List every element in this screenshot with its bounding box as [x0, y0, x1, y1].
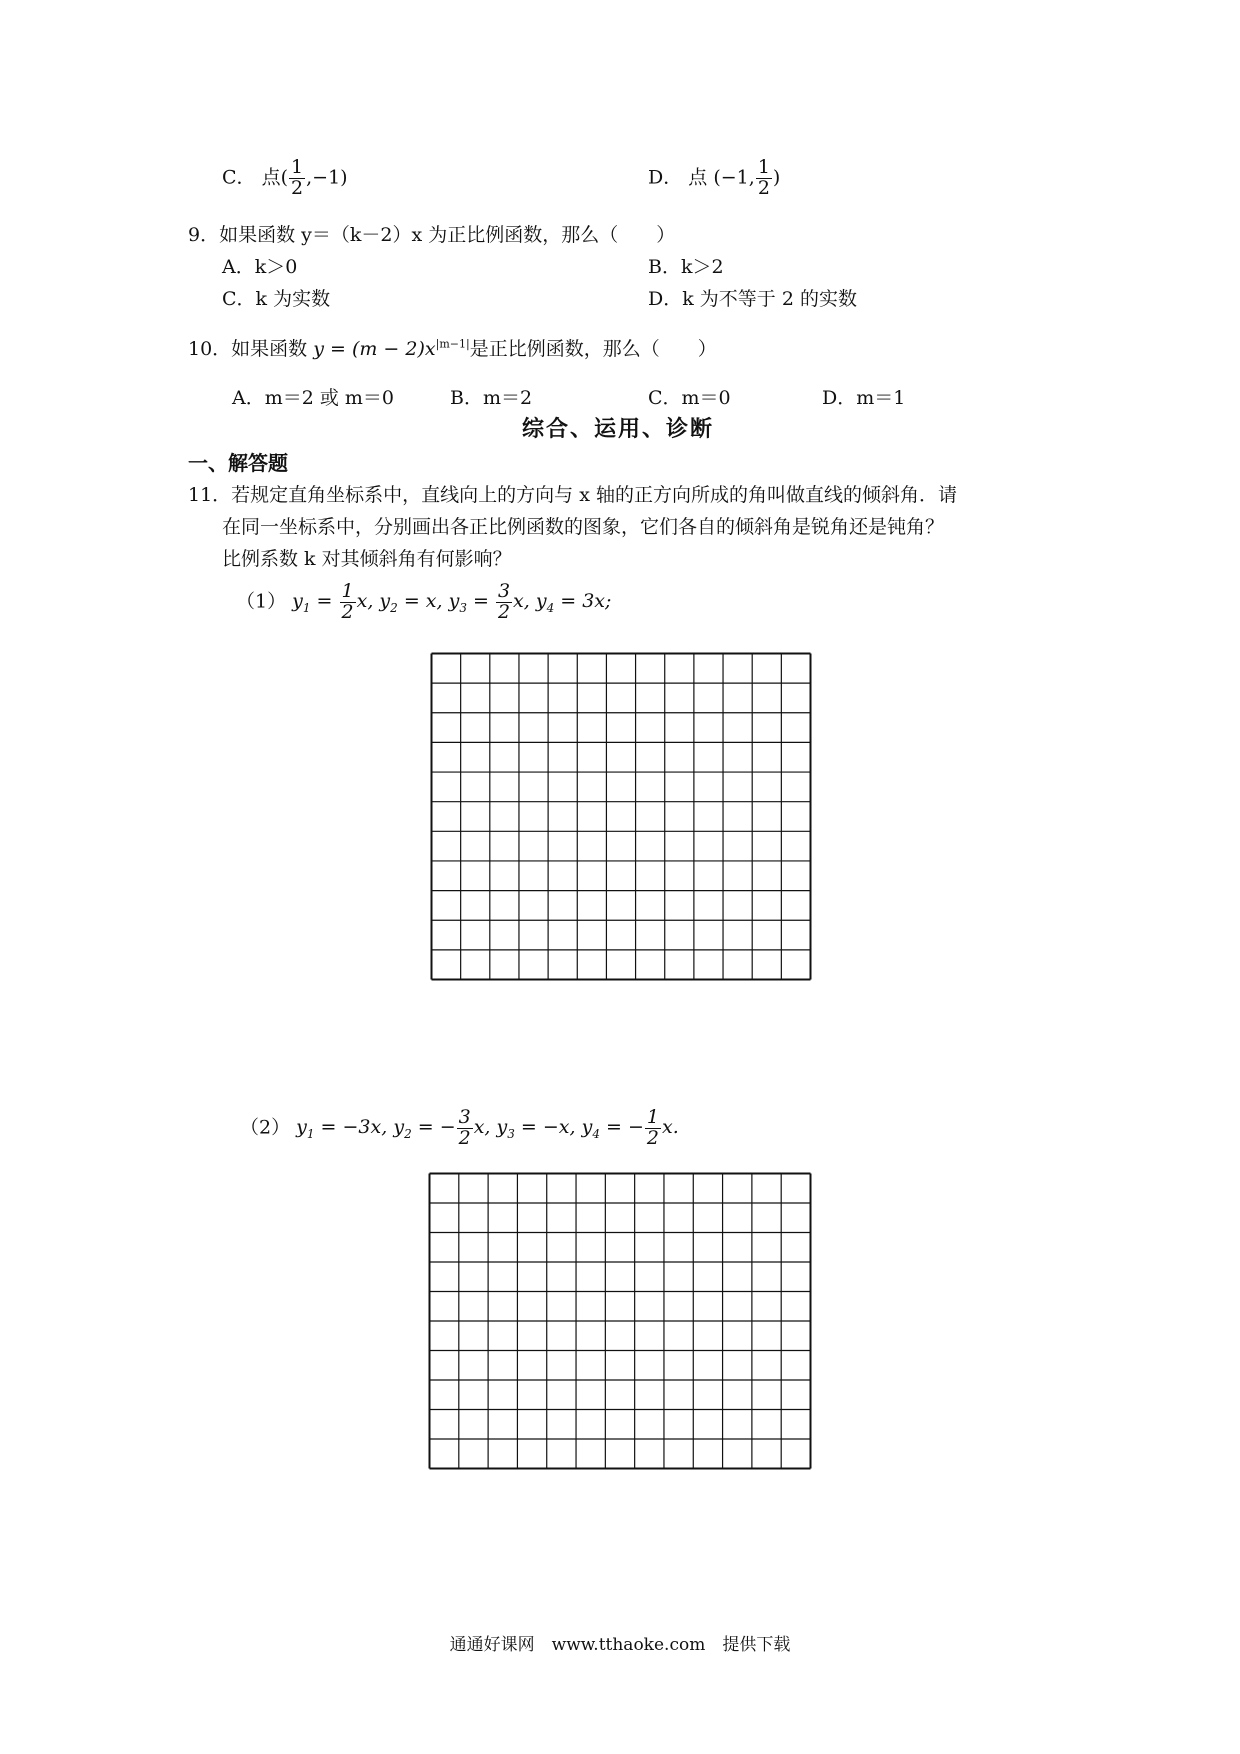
grid-1-svg [430, 652, 812, 981]
q11-line1: 11．若规定直角坐标系中，直线向上的方向与 x 轴的正方向所成的角叫做直线的倾斜角．请 [188, 484, 957, 506]
q10-option-d: D．m＝1 [822, 387, 906, 409]
q9-option-b: B．k＞2 [648, 256, 724, 278]
q11-line3: 比例系数 k 对其倾斜角有何影响？ [222, 548, 512, 570]
section-title: 综合、运用、诊断 [522, 416, 715, 442]
formula-2: $y_1 = -3x$, $y_2$ = − $\frac{3}{2}$ x, $y_3 = -x$, $y_4$ = − $\frac{1}{2}$ x. [296, 1106, 679, 1149]
q11-line2: 在同一坐标系中，分别画出各正比例函数的图象，它们各自的倾斜角是锐角还是钝角？ [222, 516, 945, 538]
q10-option-a: A．m＝2 或 m＝0 [232, 387, 395, 409]
part-heading: 一、解答题 [188, 451, 288, 475]
q10-option-c: C．m＝0 [648, 387, 731, 409]
fraction: $\frac{1}{2}$ [291, 156, 304, 199]
answer-grid-2 [428, 1172, 812, 1470]
answer-grid-1 [430, 652, 812, 981]
page-footer: 通通好课网 www.tthaoke.com 提供下载 [449, 1635, 791, 1655]
q11-sub2: （2） $y_1 = -3x$, $y_2$ = − $\frac{3}{2}$ x, $y_3 = -x$, $y_4$ = − $\frac{1}{2}$ x. [240, 1106, 679, 1149]
q8-option-d: D． 点 (−1, $\frac{1}{2}$ ) [648, 156, 781, 199]
q9-option-a: A．k＞0 [222, 256, 298, 278]
fraction: $\frac{1}{2}$ [757, 156, 770, 199]
q9-option-d: D．k 为不等于 2 的实数 [648, 288, 857, 310]
q11-sub1: （1） $y_1$ = $\frac{1}{2}$ x, $y_2 = x$, $y_3$ = $\frac{3}{2}$ x, $y_4 = 3x$; [236, 580, 612, 623]
grid-2-svg [428, 1172, 812, 1470]
q9-option-c: C．k 为实数 [222, 288, 331, 310]
formula-1: $y_1$ = $\frac{1}{2}$ x, $y_2 = x$, $y_3$ = $\frac{3}{2}$ x, $y_4 = 3x$; [292, 580, 612, 623]
q8-option-c: C． 点( $\frac{1}{2}$ ,−1) [222, 156, 348, 199]
q10-stem: 10．如果函数 $y = (m - 2)x^{|m-1|}$是正比例函数，那么（ ） [188, 337, 717, 360]
q9-stem: 9．如果函数 y＝（k－2）x 为正比例函数，那么（ ） [188, 224, 676, 246]
q10-option-b: B．m＝2 [450, 387, 533, 409]
